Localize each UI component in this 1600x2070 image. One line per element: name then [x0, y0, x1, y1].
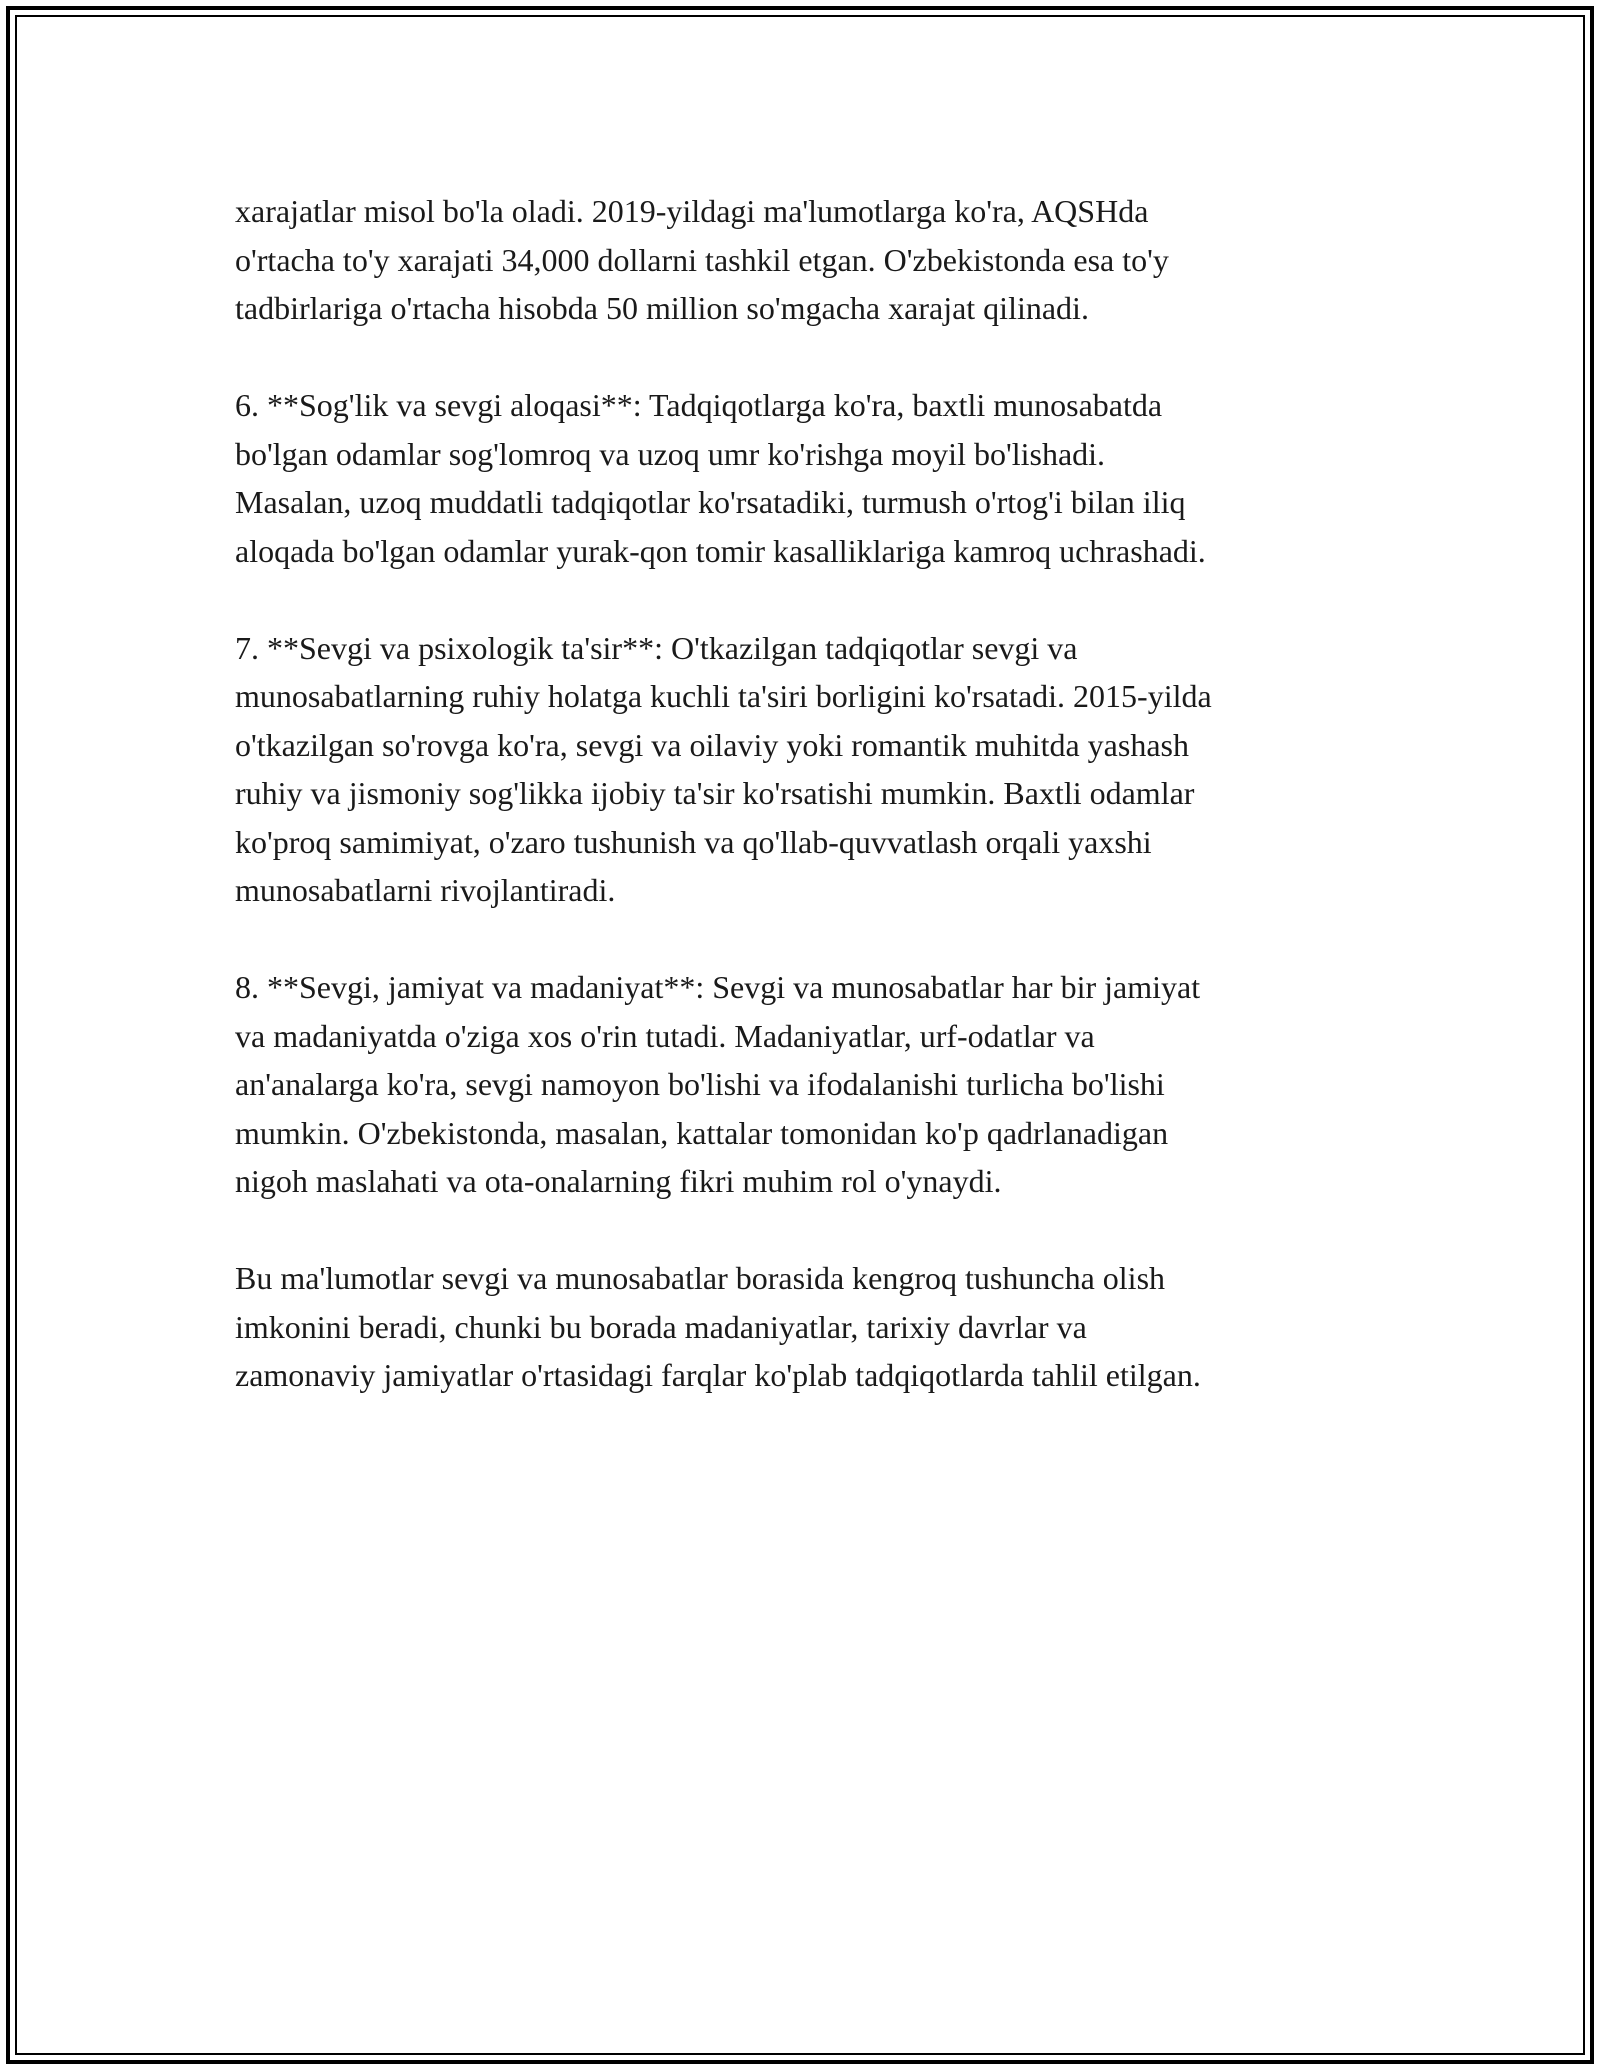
- text-line: xarajatlar misol bo'la oladi. 2019-yildagi ma'lumotlarga ko'ra, AQSHda: [235, 193, 1149, 229]
- text-line: aloqada bo'lgan odamlar yurak-qon tomir kasalliklariga kamroq uchrashadi.: [235, 532, 1206, 569]
- text-line: 7. **Sevgi va psixologik ta'sir**: O'tkazilgan tadqiqotlar sevgi va: [235, 629, 1078, 666]
- text-line: tadbirlariga o'rtacha hisobda 50 million so'mgacha xarajat qilinadi.: [235, 290, 1089, 326]
- text-line: munosabatlarning ruhiy holatga kuchli ta'siri borligini ko'rsatadi. 2015-yilda: [235, 678, 1212, 714]
- text-line: mumkin. O'zbekistonda, masalan, kattalar tomonidan ko'p qadrlanadigan: [235, 1114, 1169, 1151]
- text-line: Bu ma'lumotlar sevgi va munosabatlar borasida kengroq tushuncha olish: [235, 1260, 1166, 1296]
- paragraph-love-and-psychology: [235, 624, 1375, 915]
- document-body: [235, 187, 1375, 1448]
- text-line: o'tkazilgan so'rovga ko'ra, sevgi va oilaviy yoki romantik muhitda yashash: [235, 726, 1189, 763]
- paragraph-conclusion: [235, 1254, 1375, 1400]
- paragraph-wedding-costs: [235, 187, 1375, 333]
- paragraph-health-and-love: [235, 381, 1375, 575]
- text-line: zamonaviy jamiyatlar o'rtasidagi farqlar ko'plab tadqiqotlarda tahlil etilgan.: [235, 1357, 1201, 1393]
- text-line: va madaniyatda o'ziga xos o'rin tutadi. Madaniyatlar, urf-odatlar va: [235, 1017, 1095, 1054]
- text-line: ruhiy va jismoniy sog'likka ijobiy ta'sir ko'rsatishi mumkin. Baxtli odamlar: [235, 775, 1195, 811]
- text-line: ko'proq samimiyat, o'zaro tushunish va qo'llab-quvvatlash orqali yaxshi: [235, 823, 1152, 860]
- text-line: 8. **Sevgi, jamiyat va madaniyat**: Sevgi va munosabatlar har bir jamiyat: [235, 969, 1201, 1005]
- paragraph-society-and-culture: [235, 963, 1375, 1206]
- text-line: bo'lgan odamlar sog'lomroq va uzoq umr ko'rishga moyil bo'lishadi.: [235, 435, 1106, 472]
- text-line: 6. **Sog'lik va sevgi aloqasi**: Tadqiqotlarga ko'ra, baxtli munosabatda: [235, 387, 1163, 423]
- text-line: an'analarga ko'ra, sevgi namoyon bo'lishi va ifodalanishi turlicha bo'lishi: [235, 1066, 1165, 1102]
- text-line: Masalan, uzoq muddatli tadqiqotlar ko'rsatadiki, turmush o'rtog'i bilan iliq: [235, 484, 1186, 520]
- text-line: imkonini beradi, chunki bu borada madaniyatlar, tarixiy davrlar va: [235, 1308, 1087, 1345]
- text-line: o'rtacha to'y xarajati 34,000 dollarni tashkil etgan. O'zbekistonda esa to'y: [235, 241, 1169, 278]
- text-line: nigoh maslahati va ota-onalarning fikri muhim rol o'ynaydi.: [235, 1163, 1002, 1199]
- text-line: munosabatlarni rivojlantiradi.: [235, 872, 616, 908]
